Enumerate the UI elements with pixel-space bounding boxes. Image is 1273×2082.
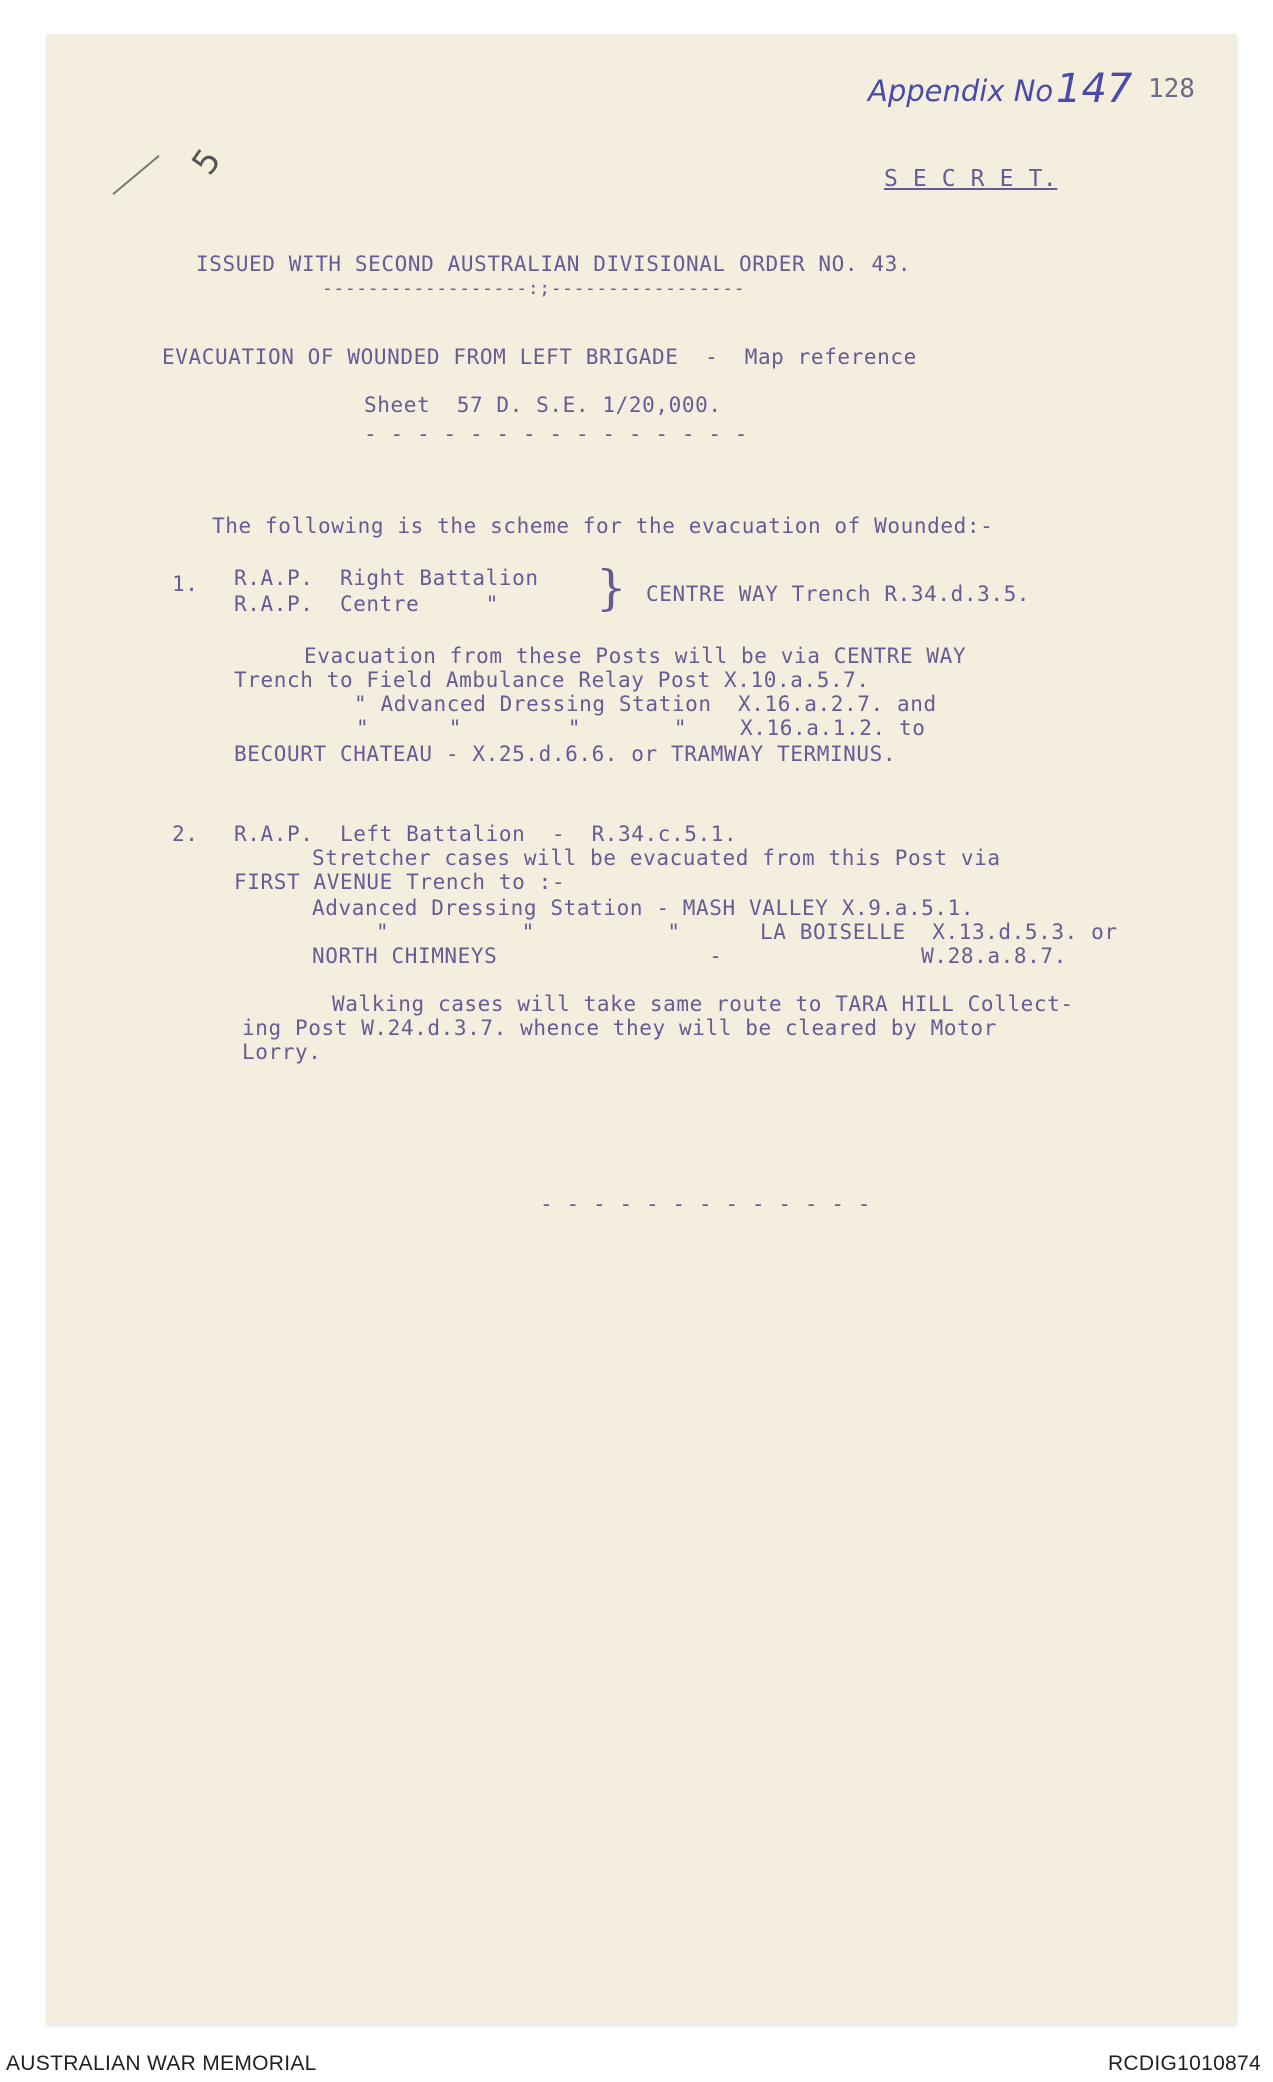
item1-number: 1.	[172, 572, 199, 596]
appendix-label: Appendix No	[868, 74, 1054, 108]
document-title: EVACUATION OF WOUNDED FROM LEFT BRIGADE - Map reference	[162, 345, 917, 369]
item2-line: Advanced Dressing Station - MASH VALLEY X.9.a.5.1.	[312, 896, 975, 920]
appendix-number: 147	[1056, 66, 1133, 112]
item2-line: NORTH CHIMNEYS - W.28.a.8.7.	[312, 944, 1067, 968]
item1-evac-line: BECOURT CHATEAU - X.25.d.6.6. or TRAMWAY TERMINUS.	[234, 742, 897, 766]
intro-line: The following is the scheme for the evacuation of Wounded:-	[212, 514, 994, 538]
item2-line: R.A.P. Left Battalion - R.34.c.5.1.	[234, 822, 738, 846]
issued-rule: ------------------:;-----------------	[322, 278, 746, 299]
folio-number: 128	[1148, 74, 1195, 104]
item1-rap-right: R.A.P. Right Battalion	[234, 566, 539, 590]
footer-record-id: RCDIG1010874	[1107, 2052, 1261, 2075]
item2-walking-line: Lorry.	[242, 1040, 322, 1064]
item2-number: 2.	[172, 822, 199, 846]
item1-evac-line: Trench to Field Ambulance Relay Post X.10.a.5.7.	[234, 668, 870, 692]
item2-walking-line: ing Post W.24.d.3.7. whence they will be cleared by Motor	[242, 1016, 997, 1040]
sheet-reference: Sheet 57 D. S.E. 1/20,000.	[364, 393, 722, 417]
item1-rap-centre: R.A.P. Centre "	[234, 592, 499, 616]
brace-symbol: }	[596, 560, 627, 616]
item1-location: CENTRE WAY Trench R.34.d.3.5.	[646, 582, 1031, 606]
item1-evac-line: " Advanced Dressing Station X.16.a.2.7. and	[354, 692, 937, 716]
document-page	[46, 34, 1236, 2024]
pencil-mark	[112, 155, 159, 195]
item2-walking-line: Walking cases will take same route to TARA HILL Collect-	[332, 992, 1074, 1016]
item1-evac-line: " " " " X.16.a.1.2. to	[356, 716, 926, 740]
item1-evac-line: Evacuation from these Posts will be via CENTRE WAY	[304, 644, 967, 668]
item2-line: Stretcher cases will be evacuated from this Post via	[312, 846, 1001, 870]
classification-secret: S E C R E T.	[884, 166, 1058, 192]
item2-line: " " " LA BOISELLE X.13.d.5.3. or	[376, 920, 1118, 944]
pencil-number: 5	[184, 141, 230, 183]
end-rule: - - - - - - - - - - - - -	[540, 1192, 872, 1216]
item2-line: FIRST AVENUE Trench to :-	[234, 870, 566, 894]
issued-with-line: ISSUED WITH SECOND AUSTRALIAN DIVISIONAL ORDER NO. 43.	[196, 252, 912, 276]
footer-institution: AUSTRALIAN WAR MEMORIAL	[6, 2052, 317, 2075]
title-rule: - - - - - - - - - - - - - - -	[364, 422, 749, 446]
